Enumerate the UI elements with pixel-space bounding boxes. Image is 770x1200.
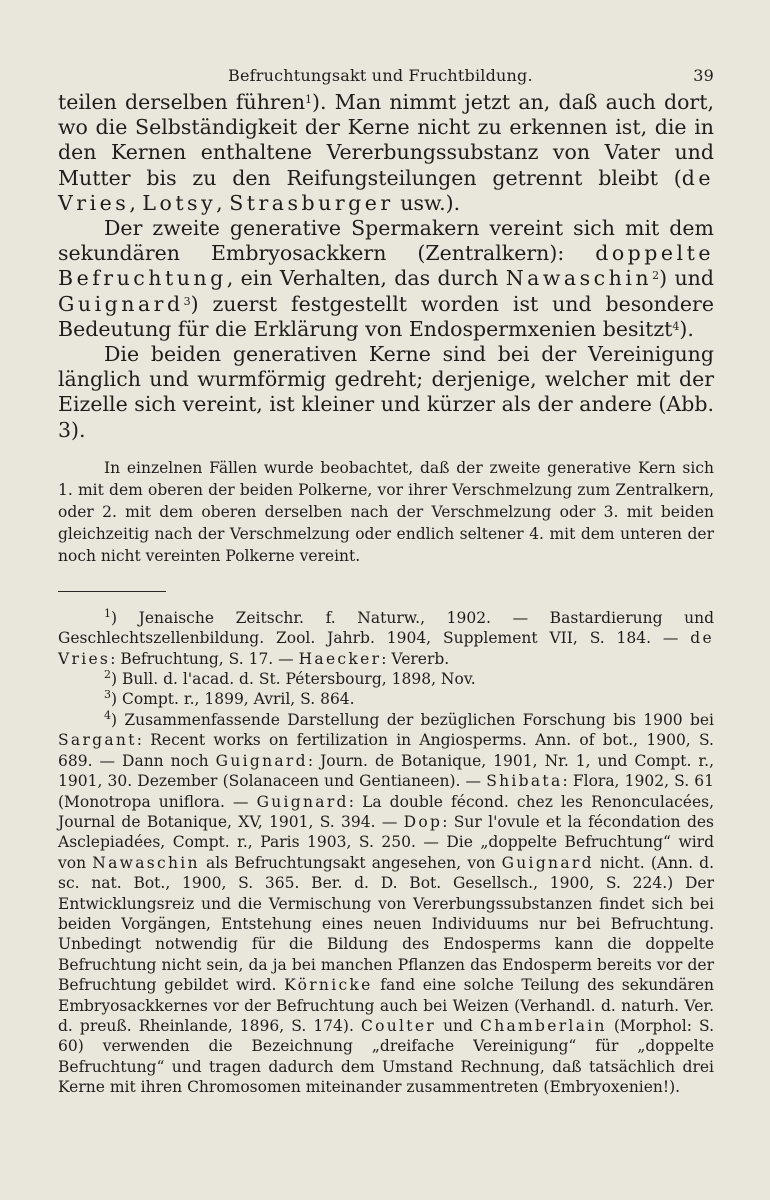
text-run: ) Zusammenfassende Darstellung der bezüglichen Forschung bis 1900 bei bbox=[111, 710, 714, 729]
author-name: Guignard bbox=[215, 751, 308, 770]
author-name: Shibata bbox=[486, 772, 563, 791]
text-run: ) und bbox=[659, 266, 715, 291]
footnotes bbox=[58, 608, 714, 1098]
main-text bbox=[58, 90, 714, 443]
text-run: nicht. (Ann. d. sc. nat. Bot., 1900, S. 365. Ber. d. D. Bot. Gesellsch., 1900, S. 224.) Der Entwicklungsreiz und die Vermischung von Vererbungssubstanzen findet sich bei beiden Vorgängen, Entstehung eines neuen Individuums nur bei Befruchtung. Unbedingt notwendig für die Bildung des Endosperms kann die doppelte Befruchtung nicht sein, da ja bei manchen Pflanzen das Endosperm bereits vor der Befruchtung gebildet wird. bbox=[58, 853, 714, 995]
footnote-ref-1: 1 bbox=[305, 92, 313, 106]
author-name: Lotsy bbox=[142, 190, 217, 215]
author-name: Guignard bbox=[501, 853, 594, 872]
author-name: Sargant bbox=[58, 731, 137, 750]
text-run: , ein Verhalten, das durch bbox=[226, 266, 506, 291]
author-name: Guignard bbox=[256, 792, 349, 811]
paragraph-1 bbox=[58, 90, 714, 216]
paragraph-3: Die beiden generativen Kerne sind bei der Vereinigung länglich und wurmförmig gedreht; derjenige, welcher mit der Eizelle sich vereint, ist kleiner und kürzer als der andere (Abb. 3). bbox=[58, 342, 714, 442]
author-name: Strasburger bbox=[229, 190, 394, 215]
text-run: (Morphol: S. 60) verwenden die Bezeichnung „dreifache Vereinigung“ für „doppelte Befruchtung“ und tragen dadurch dem Umstand Rechnung, daß tatsächlich drei Kerne mit ihren Chromosomen miteinander zusammentreten (Embryoxenien!). bbox=[58, 1016, 714, 1097]
footnote-1 bbox=[58, 608, 714, 669]
author-name: Körnicke bbox=[284, 976, 373, 995]
footnote-4 bbox=[58, 710, 714, 1098]
footnote-number: 3 bbox=[104, 688, 111, 702]
footnote-ref-4: 4 bbox=[672, 319, 680, 333]
emphasized-term: doppelte Befruchtung bbox=[58, 241, 714, 291]
running-title: Befruchtungsakt und Fruchtbildung. bbox=[228, 66, 533, 85]
text-run: als Befruchtungsakt angesehen, von bbox=[199, 853, 502, 872]
author-name: Guignard bbox=[58, 291, 184, 316]
text-run: ) Jenaische Zeitschr. f. Naturw., 1902. — Bastardierung und Geschlechtszellenbildung. Zool. Jahrb. 1904, Supplement VII, S. 184. — bbox=[58, 608, 714, 648]
text-run: , bbox=[129, 190, 143, 215]
text-run: : Flora, 1902, S. 61 (Monotropa uniflora. — bbox=[58, 772, 714, 811]
author-name: Haecker bbox=[298, 649, 382, 668]
author-name: de Vries bbox=[58, 629, 714, 668]
text-run: : Befruchtung, S. 17. — bbox=[110, 649, 299, 668]
text-run: ) Bull. d. l'acad. d. St. Pétersbourg, 1898, Nov. bbox=[111, 670, 476, 689]
page-number: 39 bbox=[693, 66, 714, 85]
text-run: , bbox=[216, 190, 230, 215]
footnote-rule bbox=[58, 591, 166, 592]
text-run: ) Compt. r., 1899, Avril, S. 864. bbox=[111, 690, 355, 709]
footnote-ref-2: 2 bbox=[652, 269, 660, 283]
paragraph-2 bbox=[58, 216, 714, 342]
footnote-number: 1 bbox=[104, 606, 111, 620]
author-name: Dop bbox=[403, 812, 443, 831]
footnote-number: 4 bbox=[104, 708, 111, 722]
small-print-paragraph: In einzelnen Fällen wurde beobachtet, daß der zweite generative Kern sich 1. mit dem oberen der beiden Polkerne, vor ihrer Verschmelzung zum Zentralkern, oder 2. mit dem oberen derselben nach der Verschmelzung oder 3. mit beiden gleichzeitig nach der Verschmelzung oder endlich seltener 4. mit dem unteren der noch nicht vereinten Polkerne vereint. bbox=[58, 458, 714, 565]
text-run: usw.). bbox=[393, 190, 461, 215]
text-run: ) zuerst festgestellt worden ist und besondere Bedeutung für die Erklärung von Endospermxenien besitzt bbox=[58, 291, 714, 341]
text-run: und bbox=[436, 1016, 481, 1035]
footnote-number: 2 bbox=[104, 668, 111, 682]
text-run: fand eine solche Teilung des sekundären Embryosackkernes vor der Befruchtung auch bei Weizen (Verhandl. d. naturh. Ver. d. preuß. Rheinlande, 1896, S. 174). bbox=[58, 976, 714, 1035]
text-run: : Recent works on fertilization in Angiosperms. Ann. of bot., 1900, S. 689. — Dann noch bbox=[58, 731, 714, 770]
text-run: : Journ. de Botanique, 1901, Nr. 1, und Compt. r., 1901, 30. Dezember (Solanaceen und Gentianeen). — bbox=[58, 751, 714, 791]
running-head bbox=[58, 60, 714, 90]
author-name: Nawaschin bbox=[505, 266, 653, 291]
author-name: Chamberlain bbox=[480, 1016, 607, 1035]
footnote-ref-3: 3 bbox=[183, 294, 191, 308]
author-name: de Vries bbox=[58, 165, 714, 215]
text-run: : Vererb. bbox=[381, 649, 450, 668]
text-run: : La double fécond. chez les Renonculacées, Journal de Botanique, XV, 1901, S. 394. — bbox=[58, 792, 714, 831]
text-run: teilen derselben führen bbox=[58, 90, 306, 114]
footnote-2 bbox=[58, 669, 714, 689]
footnote-3 bbox=[58, 689, 714, 709]
author-name: Nawaschin bbox=[92, 853, 200, 872]
text-run: ). Man nimmt jetzt an, daß auch dort, wo die Selbständigkeit der Kerne nicht zu erkennen ist, die in den Kernen enthaltene Vererbungssubstanz von Vater und Mutter bis zu den Reifungsteilungen getrennt bleibt ( bbox=[58, 90, 714, 190]
author-name: Coulter bbox=[360, 1016, 436, 1035]
text-run: Der zweite generative Spermakern vereint sich mit dem sekundären Embryosackkern (Zentralkern): bbox=[58, 216, 714, 266]
text-run: ). bbox=[679, 316, 694, 341]
text-run: : Sur l'ovule et la fécondation des Asclepiadées, Compt. r., Paris 1903, S. 250. — Die „doppelte Befruchtung“ wird von bbox=[58, 812, 715, 872]
